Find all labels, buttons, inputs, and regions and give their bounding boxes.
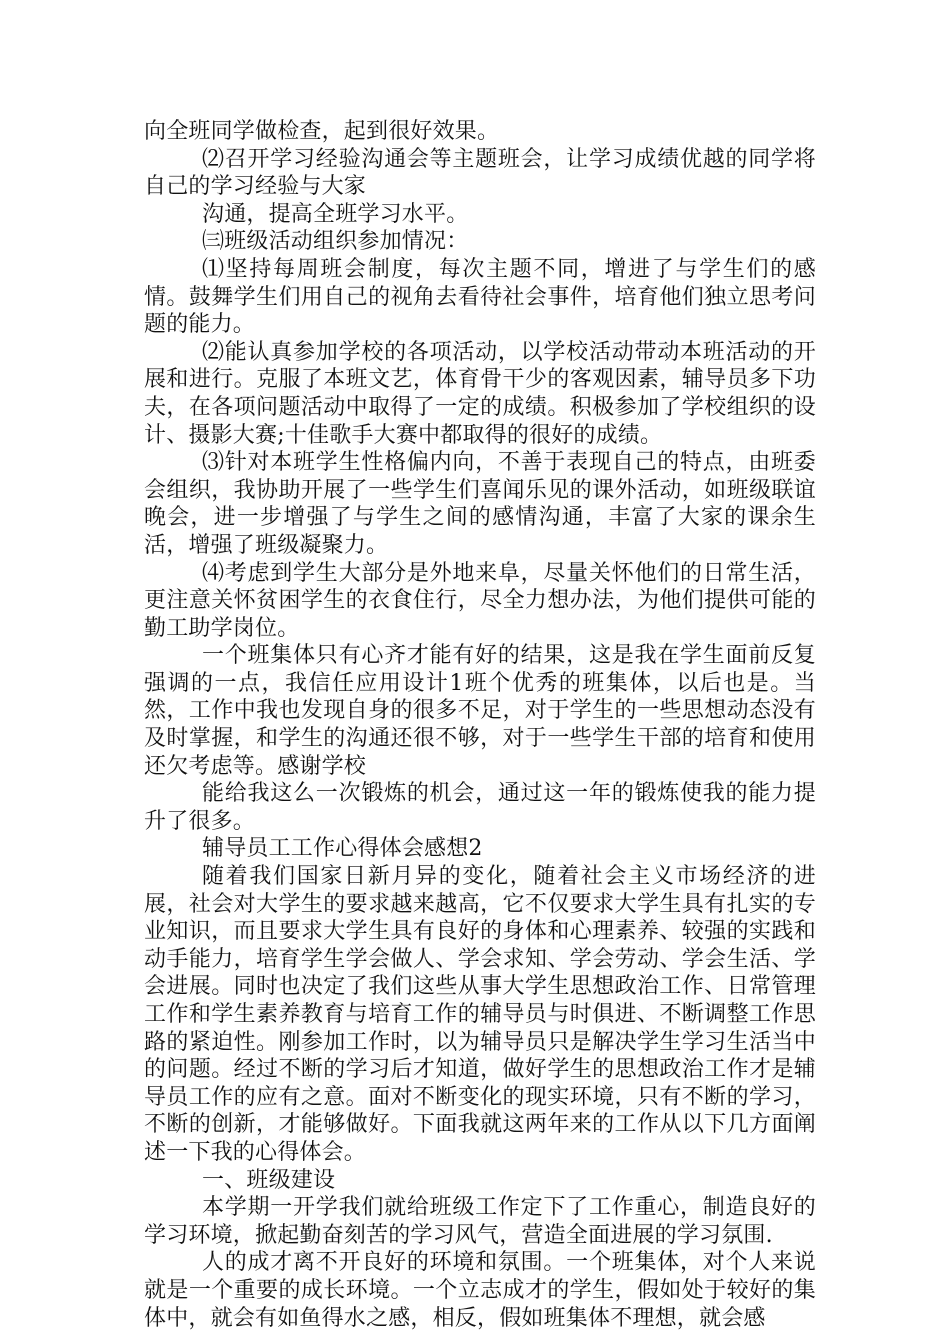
paragraph: ⑴坚持每周班会制度，每次主题不同，增进了与学生们的感情。鼓舞学生们用自己的视角去看待社会事件，培育他们独立思考问题的能力。: [144, 256, 816, 338]
paragraph: ⑶针对本班学生性格偏内向，不善于表现自己的特点，由班委会组织，我协助开展了一些学生们喜闻乐见的课外活动，如班级联谊晚会，进一步增强了与学生之间的感情沟通，丰富了大家的课余生活，增强了班级凝聚力。: [144, 450, 816, 558]
section-heading: ㈢班级活动组织参加情况：: [202, 229, 469, 255]
paragraph: ⑵能认真参加学校的各项活动，以学校活动带动本班活动的开展和进行。克服了本班文艺，体育骨干少的客观因素，辅导员多下功夫，在各项问题活动中取得了一定的成绩。积极参加了学校组织的设计、摄影大赛;十佳歌手大赛中都取得的很好的成绩。: [144, 339, 816, 448]
article-title: 辅导员工工作心得体会感想2: [202, 836, 483, 862]
document-page: [144, 118, 816, 1332]
paragraph: 向全班同学做检查，起到很好效果。: [144, 119, 500, 144]
paragraph: ⑵召开学习经验沟通会等主题班会，让学习成绩优越的同学将自己的学习经验与大家: [144, 146, 816, 200]
paragraph: ⑷考虑到学生大部分是外地来阜，尽量关怀他们的日常生活，更注意关怀贫困学生的衣食住行，尽全力想办法，为他们提供可能的勤工助学岗位。: [144, 560, 816, 641]
section-heading: 一、班级建设: [202, 1167, 336, 1193]
paragraph: 人的成才离不开良好的环境和氛围。一个班集体，对个人来说就是一个重要的成长环境。一个立志成才的学生，假如处于较好的集体中，就会有如鱼得水之感，相反，假如班集体不理想，就会感: [144, 1250, 816, 1331]
paragraph: 能给我这么一次锻炼的机会，通过这一年的锻炼使我的能力提升了很多。: [144, 781, 816, 834]
paragraph: 随着我们国家日新月异的变化，随着社会主义市场经济的进展，社会对大学生的要求越来越高，它不仅要求大学生具有扎实的专业知识，而且要求大学生具有良好的身体和心理素养、较强的实践和动手能力，培育学生学会做人、学会求知、学会劳动、学会生活、学会进展。同时也决定了我们这些从事大学生思想政治工作、日常管理工作和学生素养教育与培育工作的辅导员与时俱进、不断调整工作思路的紧迫性。刚参加工作时，以为辅导员只是解决学生学习生活当中的问题。经过不断的学习后才知道，做好学生的思想政治工作才是辅导员工作的应有之意。面对不断变化的现实环境，只有不断的学习，不断的创新，才能够做好。下面我就这两年来的工作从以下几方面阐述一下我的心得体会。: [144, 864, 816, 1165]
paragraph: 一个班集体只有心齐才能有好的结果，这是我在学生面前反复强调的一点，我信任应用设计1班个优秀的班集体，以后也是。当然，工作中我也发现自身的很多不足，对于学生的一些思想动态没有及时掌握，和学生的沟通还很不够，对于一些学生干部的培育和使用还欠考虑等。感谢学校: [144, 643, 816, 779]
paragraph: 沟通，提高全班学习水平。: [202, 201, 469, 227]
paragraph: 本学期一开学我们就给班级工作定下了工作重心，制造良好的学习环境，掀起勤奋刻苦的学习风气，营造全面进展的学习氛围.: [144, 1195, 816, 1248]
